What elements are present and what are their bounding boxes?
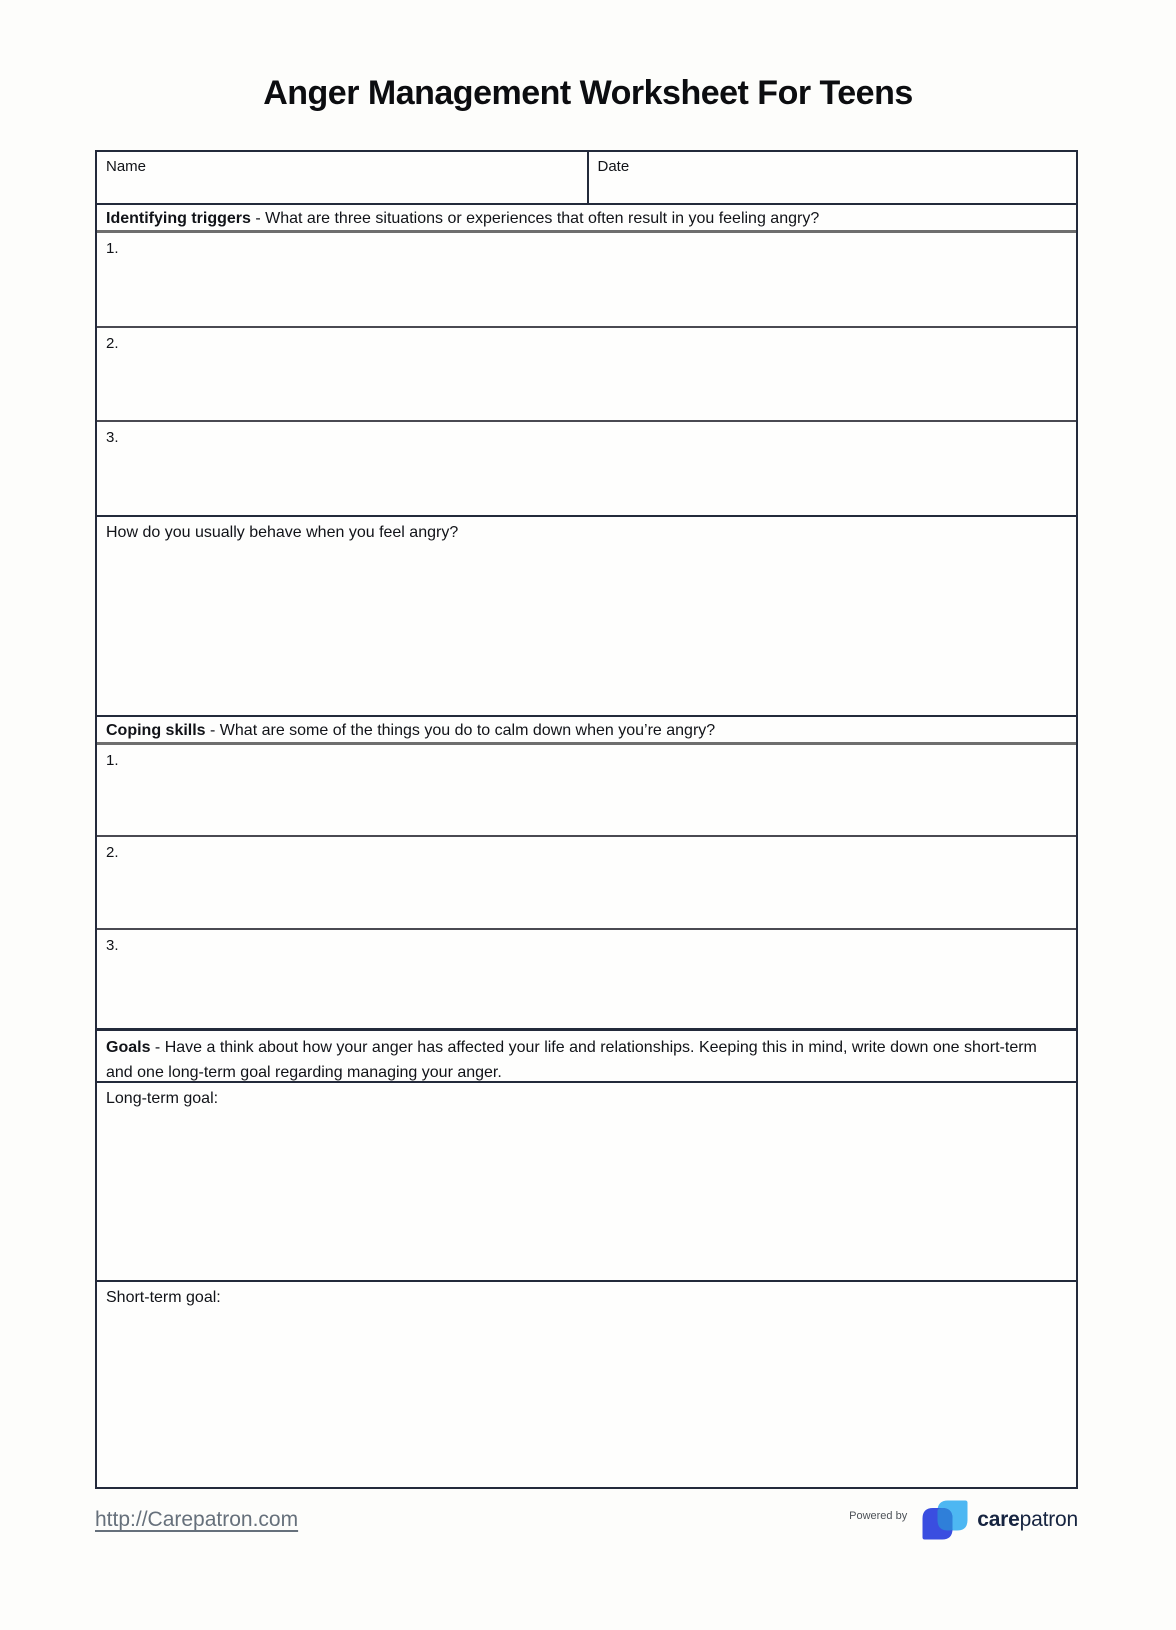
carepatron-wordmark [977, 1508, 1078, 1532]
date-field[interactable] [587, 152, 1077, 203]
trigger-answer-box-1[interactable] [97, 233, 1076, 328]
brand-care: care [977, 1508, 1020, 1531]
name-label: Name [106, 158, 147, 175]
behavior-question: How do you usually behave when you feel angry? [106, 524, 459, 541]
coping-prompt: - What are some of the things you do to calm down when you’re angry? [205, 722, 716, 739]
coping-heading: Coping skills [106, 722, 206, 739]
carepatron-branding [849, 1498, 1078, 1542]
item-number: 3. [106, 937, 119, 954]
coping-answer-box-1[interactable] [97, 745, 1076, 837]
worksheet-table [95, 150, 1078, 1489]
short-term-goal-box[interactable] [97, 1282, 1076, 1487]
coping-answer-box-3[interactable] [97, 930, 1076, 1028]
item-number: 3. [106, 429, 119, 446]
date-label: Date [597, 158, 630, 175]
triggers-section-header [97, 205, 1076, 233]
goals-heading: Goals [106, 1039, 151, 1056]
goals-prompt: - Have a think about how your anger has affected your life and relationships. Keeping this in mind, write down one short-term and one long-term goal regarding managing your anger. [106, 1039, 1037, 1081]
page-title: Anger Management Worksheet For Teens [263, 74, 913, 112]
triggers-heading: Identifying triggers [106, 210, 251, 227]
goals-section-header [97, 1028, 1076, 1083]
coping-section-header [97, 717, 1076, 745]
brand-patron: patron [1019, 1508, 1078, 1531]
behavior-answer-box[interactable] [97, 517, 1076, 717]
carepatron-logo-icon [921, 1498, 969, 1542]
item-number: 1. [106, 240, 119, 257]
carepatron-link[interactable]: http://Carepatron.com [95, 1508, 299, 1531]
powered-by-label: Powered by [849, 1510, 908, 1522]
trigger-answer-box-2[interactable] [97, 328, 1076, 422]
trigger-answer-box-3[interactable] [97, 422, 1076, 517]
item-number: 2. [106, 335, 119, 352]
item-number: 2. [106, 844, 119, 861]
long-term-goal-label: Long-term goal: [106, 1090, 219, 1107]
coping-answer-box-2[interactable] [97, 837, 1076, 930]
name-field[interactable] [97, 152, 587, 203]
short-term-goal-label: Short-term goal: [106, 1289, 221, 1306]
item-number: 1. [106, 752, 119, 769]
name-date-row [97, 152, 1076, 205]
long-term-goal-box[interactable] [97, 1083, 1076, 1282]
page-footer [95, 1496, 1078, 1544]
triggers-prompt: - What are three situations or experiences that often result in you feeling angry? [250, 210, 820, 227]
